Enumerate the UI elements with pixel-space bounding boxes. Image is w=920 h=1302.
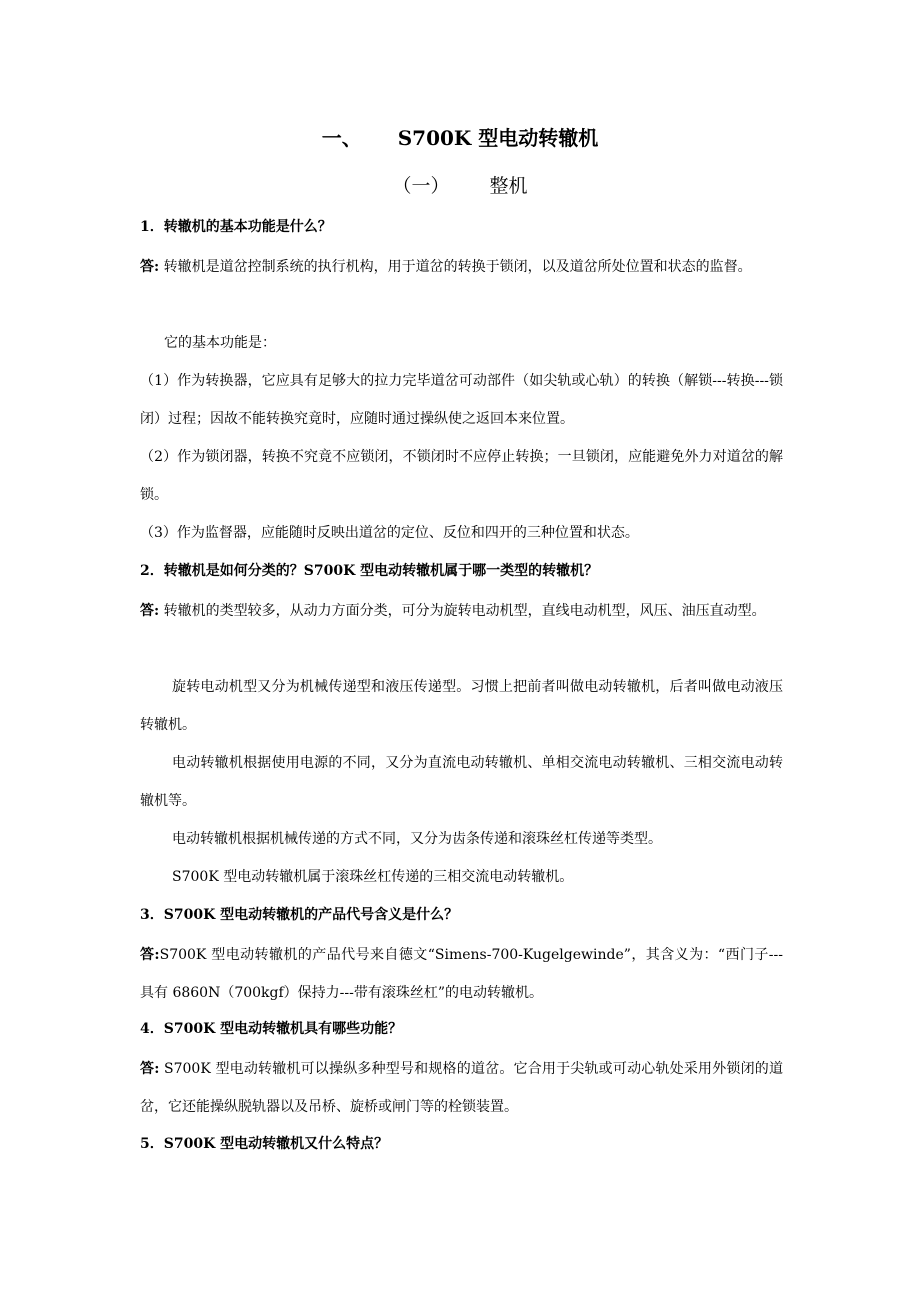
answer-2-text: 转辙机的类型较多，从动力方面分类，可分为旋转电动机型，直线电动机型，风压、油压直动型。 bbox=[163, 603, 766, 619]
answer-1-item-3: （3）作为监督器，应能随时反映出道岔的定位、反位和四开的三种位置和状态。 bbox=[140, 525, 639, 541]
answer-2-para-1: 旋转电动机型又分为机械传递型和液压传递型。习惯上把前者叫做电动转辙机，后者叫做电动液压转辙机。 bbox=[140, 679, 783, 733]
answer-1-text: 转辙机是道岔控制系统的执行机构，用于道岔的转换于锁闭，以及道岔所处位置和状态的监督。 bbox=[163, 259, 752, 275]
question-1: 1．转辙机的基本功能是什么？ bbox=[140, 219, 332, 235]
answer-2-para-4: S700K 型电动转辙机属于滚珠丝杠传递的三相交流电动转辙机。 bbox=[172, 869, 574, 885]
section-heading bbox=[0, 172, 920, 200]
chapter-number: 一、 bbox=[321, 126, 362, 150]
answer-label: 答: bbox=[140, 1061, 160, 1077]
answer-3-text: S700K 型电动转辙机的产品代号来自德文“Simens-700-Kugelgewinde”，其含义为：“西门子---具有 6860N（700kgf）保持力---带有滚珠丝杠”的电动转辙机。 bbox=[140, 947, 784, 1001]
answer-4-text: S700K 型电动转辙机可以操纵多种型号和规格的道岔。它合用于尖轨或可动心轨处采用外锁闭的道岔，它还能操纵脱轨器以及吊桥、旋桥或闸门等的栓锁装置。 bbox=[140, 1061, 784, 1115]
section-title: 整机 bbox=[489, 175, 528, 197]
answer-4 bbox=[140, 1050, 783, 1126]
answer-2 bbox=[140, 592, 783, 630]
answer-1-intro: 它的基本功能是： bbox=[164, 335, 276, 351]
question-4: 4．S700K 型电动转辙机具有哪些功能？ bbox=[140, 1021, 403, 1037]
answer-label: 答: bbox=[140, 947, 160, 963]
section-number: （一） bbox=[392, 175, 450, 197]
answer-2-para-2: 电动转辙机根据使用电源的不同，又分为直流电动转辙机、单相交流电动转辙机、三相交流电动转辙机等。 bbox=[140, 755, 783, 809]
answer-2-para-3: 电动转辙机根据机械传递的方式不同，又分为齿条传递和滚珠丝杠传递等类型。 bbox=[172, 831, 662, 847]
answer-1-item-1: （1）作为转换器，它应具有足够大的拉力完毕道岔可动部件（如尖轨或心轨）的转换（解锁---转换---锁闭）过程；因故不能转换究竟时，应随时通过操纵使之返回本来位置。 bbox=[140, 373, 783, 427]
answer-label: 答: bbox=[140, 259, 160, 275]
chapter-heading bbox=[0, 124, 920, 152]
answer-1 bbox=[140, 248, 783, 286]
question-2: 2．转辙机是如何分类的？S700K 型电动转辙机属于哪一类型的转辙机？ bbox=[140, 563, 599, 579]
answer-3 bbox=[140, 936, 783, 1012]
question-5: 5．S700K 型电动转辙机又什么特点？ bbox=[140, 1136, 389, 1152]
chapter-title: S700K 型电动转辙机 bbox=[397, 126, 599, 150]
answer-label: 答: bbox=[140, 603, 160, 619]
question-3: 3．S700K 型电动转辙机的产品代号含义是什么？ bbox=[140, 907, 459, 923]
answer-1-item-2: （2）作为锁闭器，转换不究竟不应锁闭，不锁闭时不应停止转换；一旦锁闭，应能避免外力对道岔的解锁。 bbox=[140, 449, 783, 503]
